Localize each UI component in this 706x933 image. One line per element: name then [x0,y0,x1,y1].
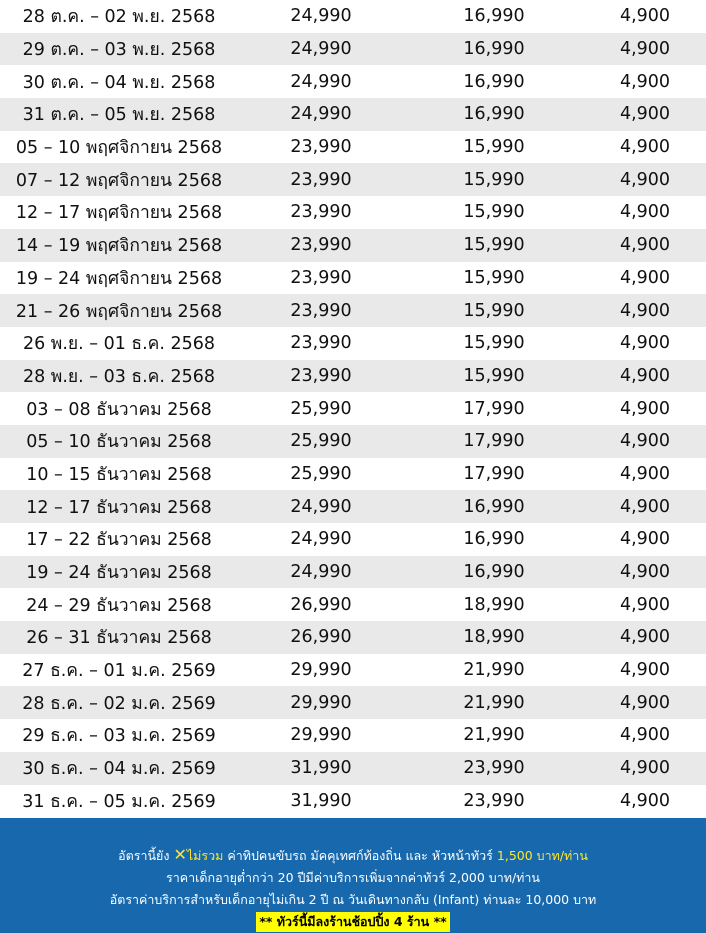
price-child-cell: 15,990 [463,300,525,321]
price-child-cell: 16,990 [463,71,525,92]
table-row [0,621,706,654]
terms-line-child-price: ราคาเด็กอายุต่ำกว่า 20 ปีมีค่าบริการเพิ่มจากค่าทัวร์ 2,000 บาท/ท่าน [166,870,540,885]
table-row [0,163,706,196]
price-extra-cell: 4,900 [619,594,671,615]
price-child-cell: 18,990 [463,627,525,648]
price-child-cell: 17,990 [463,463,525,484]
table-row [0,0,706,33]
table-row [0,98,706,131]
price-extra-cell: 4,900 [619,725,671,746]
price-adult-cell: 29,990 [290,725,352,746]
price-extra-cell: 4,900 [619,496,671,517]
price-child-cell: 23,990 [463,758,525,779]
price-child-cell: 23,990 [463,790,525,811]
table-row [0,33,706,66]
travel-date-cell: 24 – 29 ธันวาคม 2568 [26,595,212,616]
table-row [0,425,706,458]
price-child-cell: 21,990 [463,692,525,713]
price-extra-cell: 4,900 [619,758,671,779]
travel-date-cell: 27 ธ.ค. – 01 ม.ค. 2569 [22,661,216,682]
travel-date-cell: 19 – 24 พฤศจิกายน 2568 [15,268,223,289]
price-child-cell: 17,990 [463,431,525,452]
price-adult-cell: 31,990 [290,758,352,779]
terms-footer [0,818,706,933]
price-extra-cell: 4,900 [619,71,671,92]
travel-date-cell: 28 ต.ค. – 02 พ.ย. 2568 [22,7,216,28]
price-adult-cell: 24,990 [290,562,352,583]
exclusions-text: ค่าทิปคนขับรถ มัคคุเทศก์ท้องถิ่น และ หัวหน้าทัวร์ [227,848,493,863]
price-adult-cell: 23,990 [290,267,352,288]
price-adult-cell: 24,990 [290,496,352,517]
travel-date-cell: 21 – 26 พฤศจิกายน 2568 [15,301,223,322]
price-child-cell: 15,990 [463,137,525,158]
price-child-cell: 18,990 [463,594,525,615]
travel-date-cell: 26 – 31 ธันวาคม 2568 [26,628,212,649]
price-adult-cell: 24,990 [290,39,352,60]
price-adult-cell: 23,990 [290,235,352,256]
price-extra-cell: 4,900 [619,692,671,713]
price-adult-cell: 24,990 [290,71,352,92]
travel-date-cell: 31 ธ.ค. – 05 ม.ค. 2569 [22,791,216,812]
travel-date-cell: 12 – 17 พฤศจิกายน 2568 [15,203,223,224]
price-adult-cell: 25,990 [290,431,352,452]
price-adult-cell: 23,990 [290,202,352,223]
terms-prefix: อัตรานี้ยัง [118,848,170,863]
price-adult-cell: 31,990 [290,790,352,811]
travel-date-cell: 05 – 10 พฤศจิกายน 2568 [15,138,223,159]
travel-date-cell: 05 – 10 ธันวาคม 2568 [26,432,212,453]
price-adult-cell: 23,990 [290,300,352,321]
travel-date-cell: 26 พ.ย. – 01 ธ.ค. 2568 [22,334,216,355]
travel-date-cell: 14 – 19 พฤศจิกายน 2568 [15,236,223,257]
table-row [0,392,706,425]
price-adult-cell: 26,990 [290,594,352,615]
table-row [0,229,706,262]
travel-date-cell: 12 – 17 ธันวาคม 2568 [26,497,212,518]
price-adult-cell: 25,990 [290,463,352,484]
price-extra-cell: 4,900 [619,365,671,386]
price-child-cell: 17,990 [463,398,525,419]
table-row [0,294,706,327]
price-adult-cell: 29,990 [290,660,352,681]
price-adult-cell: 23,990 [290,365,352,386]
price-extra-cell: 4,900 [619,431,671,452]
travel-date-cell: 19 – 24 ธันวาคม 2568 [26,563,212,584]
price-adult-cell: 26,990 [290,627,352,648]
not-included-label: ไม่รวม [186,848,224,863]
price-extra-cell: 4,900 [619,169,671,190]
travel-date-cell: 03 – 08 ธันวาคม 2568 [26,399,212,420]
price-child-cell: 16,990 [463,496,525,517]
price-extra-cell: 4,900 [619,300,671,321]
price-child-cell: 21,990 [463,660,525,681]
price-adult-cell: 24,990 [290,6,352,27]
price-adult-cell: 24,990 [290,104,352,125]
travel-date-cell: 10 – 15 ธันวาคม 2568 [26,464,212,485]
price-extra-cell: 4,900 [619,529,671,550]
price-extra-cell: 4,900 [619,267,671,288]
shopping-notice-badge: ** ทัวร์นี้มีลงร้านช้อปปิ้ง 4 ร้าน ** [256,912,449,932]
price-extra-cell: 4,900 [619,104,671,125]
price-child-cell: 15,990 [463,202,525,223]
price-extra-cell: 4,900 [619,6,671,27]
table-row [0,719,706,752]
price-extra-cell: 4,900 [619,235,671,256]
table-row [0,523,706,556]
table-row [0,196,706,229]
price-child-cell: 16,990 [463,562,525,583]
price-adult-cell: 24,990 [290,529,352,550]
table-row [0,131,706,164]
price-adult-cell: 23,990 [290,169,352,190]
table-row [0,458,706,491]
price-extra-cell: 4,900 [619,202,671,223]
price-extra-cell: 4,900 [619,463,671,484]
price-child-cell: 15,990 [463,365,525,386]
price-child-cell: 15,990 [463,333,525,354]
table-row [0,327,706,360]
price-child-cell: 16,990 [463,39,525,60]
travel-date-cell: 30 ต.ค. – 04 พ.ย. 2568 [22,72,216,93]
table-row [0,490,706,523]
price-child-cell: 21,990 [463,725,525,746]
travel-date-cell: 17 – 22 ธันวาคม 2568 [26,530,212,551]
table-row [0,686,706,719]
terms-line-exclusions [0,844,706,867]
table-row [0,360,706,393]
price-extra-cell: 4,900 [619,562,671,583]
price-extra-cell: 4,900 [619,790,671,811]
terms-line-infant-price: อัตราค่าบริการสำหรับเด็กอายุไม่เกิน 2 ปี ณ วันเดินทางกลับ (Infant) ท่านละ 10,000 บาท [109,892,597,907]
price-child-cell: 15,990 [463,267,525,288]
price-extra-cell: 4,900 [619,137,671,158]
travel-date-cell: 31 ต.ค. – 05 พ.ย. 2568 [22,105,216,126]
table-row [0,752,706,785]
travel-date-cell: 07 – 12 พฤศจิกายน 2568 [15,170,223,191]
travel-date-cell: 30 ธ.ค. – 04 ม.ค. 2569 [22,759,216,780]
price-child-cell: 15,990 [463,235,525,256]
x-icon: ✕ [173,845,187,864]
travel-date-cell: 29 ต.ค. – 03 พ.ย. 2568 [22,40,216,61]
travel-date-cell: 28 ธ.ค. – 02 ม.ค. 2569 [22,693,216,714]
price-extra-cell: 4,900 [619,39,671,60]
table-row [0,588,706,621]
price-child-cell: 16,990 [463,529,525,550]
price-child-cell: 16,990 [463,104,525,125]
tip-amount: 1,500 บาท/ท่าน [496,848,588,863]
table-row [0,785,706,818]
table-row [0,262,706,295]
table-row [0,65,706,98]
price-adult-cell: 23,990 [290,333,352,354]
price-extra-cell: 4,900 [619,333,671,354]
price-adult-cell: 25,990 [290,398,352,419]
price-child-cell: 16,990 [463,6,525,27]
price-extra-cell: 4,900 [619,660,671,681]
price-adult-cell: 29,990 [290,692,352,713]
table-row [0,654,706,687]
price-child-cell: 15,990 [463,169,525,190]
travel-date-cell: 28 พ.ย. – 03 ธ.ค. 2568 [22,366,216,387]
price-adult-cell: 23,990 [290,137,352,158]
price-extra-cell: 4,900 [619,398,671,419]
travel-date-cell: 29 ธ.ค. – 03 ม.ค. 2569 [22,726,216,747]
price-extra-cell: 4,900 [619,627,671,648]
table-row [0,556,706,589]
